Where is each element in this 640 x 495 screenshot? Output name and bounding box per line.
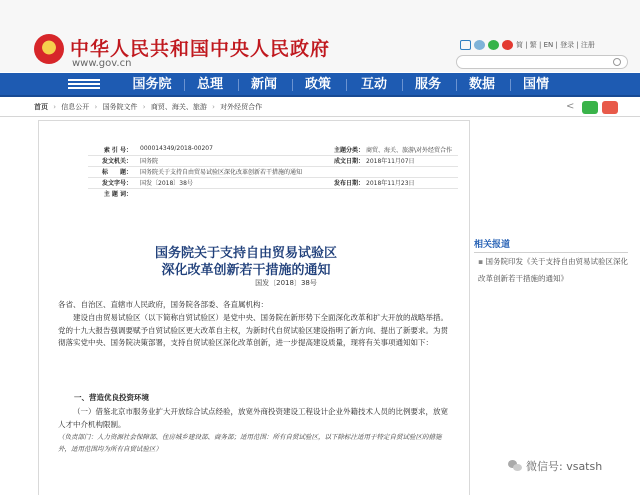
breadcrumb-home[interactable]: 首页 <box>34 103 48 111</box>
section-heading: 一、营造优良投资环境 <box>74 393 149 402</box>
meta-value-index: 000014349/2018-00207 <box>140 145 213 152</box>
meta-label-issuer: 发文机关： <box>101 158 132 165</box>
document-number: 国发〔2018〕38号 <box>255 279 317 287</box>
site-url: www.gov.cn <box>72 58 132 69</box>
related-report-link[interactable] <box>478 253 628 287</box>
nav-item-data[interactable]: 数据 <box>468 77 495 92</box>
meta-row <box>88 167 458 178</box>
main-nav <box>0 73 640 97</box>
nav-separator <box>510 79 511 91</box>
nav-separator <box>346 79 347 91</box>
share-icon[interactable]: < <box>566 101 575 112</box>
meta-label-doc-no: 发文字号： <box>101 180 132 187</box>
top-links <box>460 38 595 52</box>
meta-value-issuer: 国务院 <box>140 158 159 165</box>
meta-row <box>88 178 458 189</box>
meta-value-written-date: 2018年11月07日 <box>366 158 415 165</box>
meta-label-publish-date: 发布日期： <box>334 180 365 187</box>
meta-value-doc-no: 国发〔2018〕38号 <box>140 180 193 187</box>
share-buttons <box>566 101 618 115</box>
home-gate-icon[interactable] <box>64 75 104 94</box>
national-emblem-icon[interactable] <box>34 34 64 64</box>
nav-item-news[interactable]: 新闻 <box>250 77 277 92</box>
document-title-line-1: 国务院关于支持自由贸易试验区 <box>154 246 337 261</box>
nav-separator <box>238 79 239 91</box>
meta-value-title: 国务院关于支持自由贸易试验区深化改革创新若干措施的通知 <box>140 169 303 176</box>
breadcrumb-trail <box>34 102 265 112</box>
nav-item-premier[interactable]: 总理 <box>196 77 223 92</box>
nav-separator <box>456 79 457 91</box>
search-input[interactable] <box>456 55 628 69</box>
related-reports-list <box>478 253 628 287</box>
site-header <box>0 0 640 72</box>
watermark-text: 微信号: vsatsh <box>526 460 603 473</box>
meta-value-publish-date: 2018年11月23日 <box>366 180 415 187</box>
wechat-share-icon[interactable] <box>582 101 598 114</box>
nav-item-services[interactable]: 服务 <box>414 77 441 92</box>
mail-icon[interactable] <box>460 40 471 50</box>
meta-label-written-date: 成文日期： <box>334 158 365 165</box>
nav-separator <box>292 79 293 91</box>
breadcrumb-separator: › <box>94 103 98 111</box>
document-title-line-2: 深化改革创新若干措施的通知 <box>161 263 331 278</box>
wechat-icon <box>508 460 522 472</box>
related-reports-heading: 相关报道 <box>474 237 628 253</box>
document-paragraph: 建设自由贸易试验区（以下简称自贸试验区）是党中央、国务院在新形势下全面深化改革和扩大开放的战略举措。党的十九大报告强调要赋予自贸试验区更大改革自主权，为新时代自贸试验区建设指明了新方向、提出了新要求。为贯彻落实党中央、国务院决策部署，支持自贸试验区深化改革创新，进一步提高建设质量，现将有关事项通知如下： <box>58 313 448 348</box>
breadcrumb <box>0 99 640 117</box>
document-item: （一）借鉴北京市服务业扩大开放综合试点经验，放宽外商投资建设工程设计企业外籍技术人员的比例要求，放宽人才中介机构限制。 <box>58 407 448 429</box>
meta-row <box>88 145 458 156</box>
search-icon[interactable] <box>613 58 621 66</box>
meta-row <box>88 189 458 200</box>
breadcrumb-separator: › <box>212 103 215 111</box>
meta-value-category[interactable]: 商贸、海关、旅游\对外经贸合作 <box>366 147 453 154</box>
meta-label-index: 索 引 号： <box>103 147 132 154</box>
nav-item-interaction[interactable]: 互动 <box>360 77 387 92</box>
wechat-watermark <box>508 458 602 474</box>
breadcrumb-info-disclosure[interactable]: 信息公开 <box>61 103 90 111</box>
language-login-links[interactable]: 简 | 繁 | EN | 登录 | 注册 <box>516 41 595 49</box>
weibo-icon[interactable] <box>502 40 513 50</box>
breadcrumb-separator: › <box>142 103 146 111</box>
meta-label-keywords: 主 题 词： <box>103 191 132 198</box>
breadcrumb-state-council-docs[interactable]: 国务院文件 <box>102 103 138 111</box>
nav-separator <box>402 79 403 91</box>
nav-item-national-conditions[interactable]: 国情 <box>522 77 549 92</box>
document-addressees: 各省、自治区、直辖市人民政府，国务院各部委、各直属机构： <box>58 300 268 309</box>
breadcrumb-separator: › <box>53 103 57 111</box>
document-item-note: （负责部门：人力资源社会保障部、住房城乡建设部、商务部；适用范围：所有自贸试验区，以下除标注适用于特定自贸试验区的措施外，适用范围均为所有自贸试验区） <box>58 433 442 454</box>
meta-label-category: 主题分类： <box>334 147 365 154</box>
wechat-icon[interactable] <box>488 40 499 50</box>
related-report-text[interactable]: 国务院印发《关于支持自由贸易试验区深化改革创新若干措施的通知》 <box>478 257 628 283</box>
meta-label-title: 标 题： <box>101 169 132 176</box>
site-title[interactable]: 中华人民共和国中央人民政府 <box>70 38 331 60</box>
weibo-share-icon[interactable] <box>602 101 618 114</box>
nav-item-state-council[interactable]: 国务院 <box>132 77 172 92</box>
meta-row <box>88 156 458 167</box>
breadcrumb-foreign-trade[interactable]: 对外经贸合作 <box>220 103 263 111</box>
breadcrumb-trade-customs-tourism[interactable]: 商贸、海关、旅游 <box>150 103 207 111</box>
nav-item-policy[interactable]: 政策 <box>304 77 331 92</box>
bullet: ▪ <box>478 257 486 266</box>
rss-icon[interactable] <box>474 40 485 50</box>
nav-separator <box>184 79 185 91</box>
